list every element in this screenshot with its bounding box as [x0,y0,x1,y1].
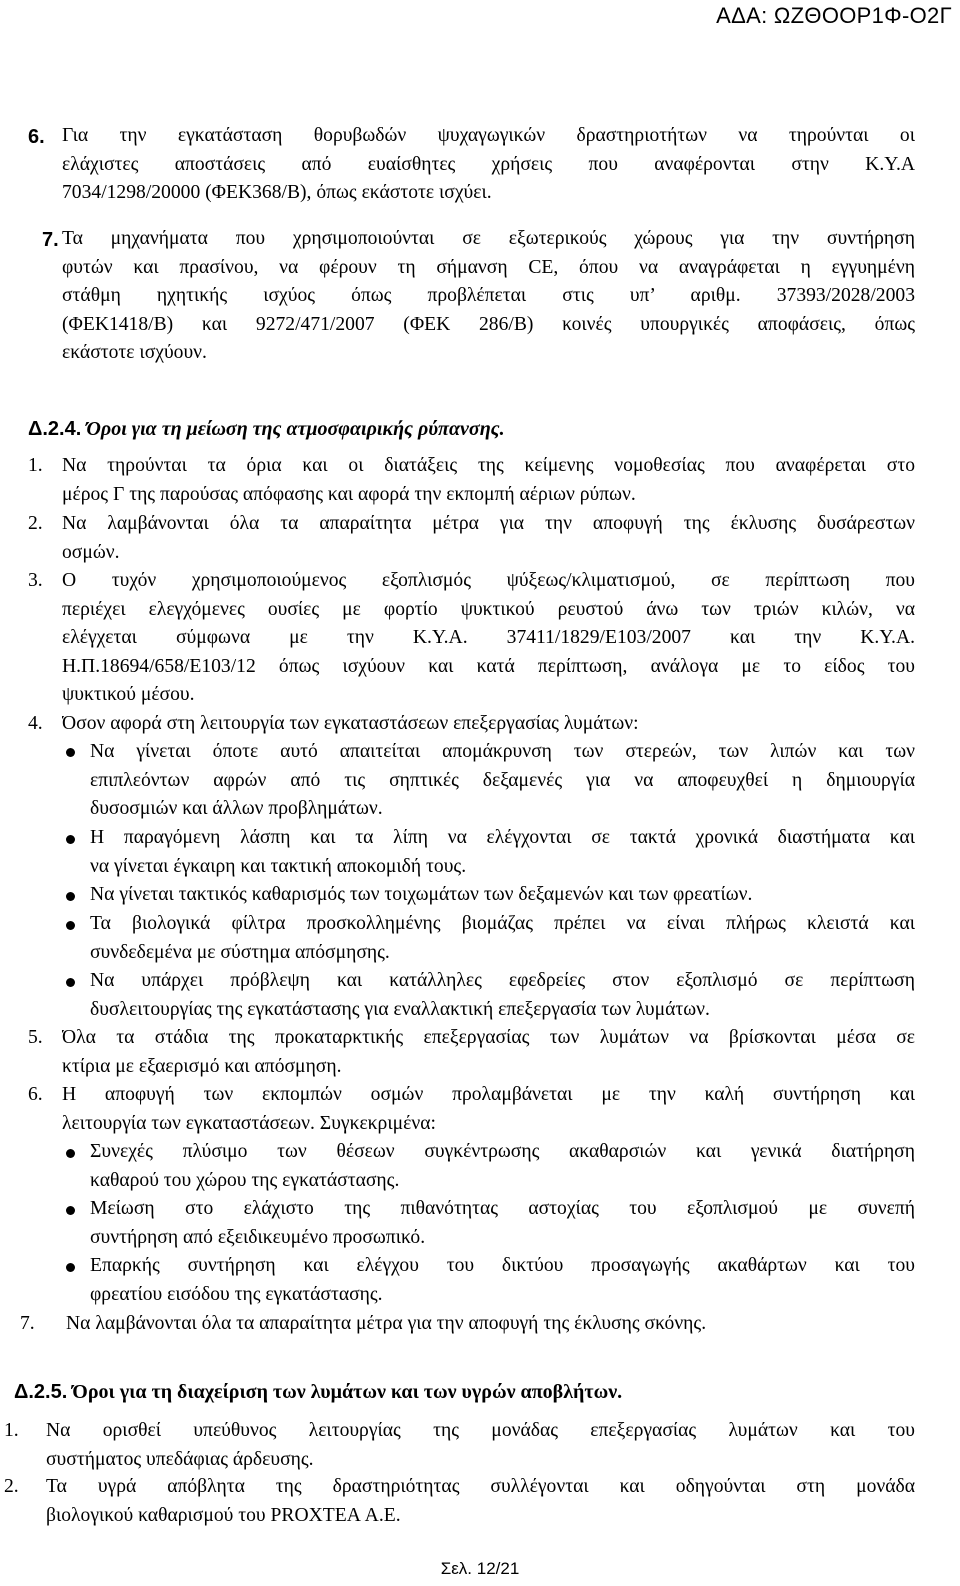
text-line: συνδεδεμένα με σύστημα απόσμησης. [90,941,390,963]
text-line: περιέχει ελεγχόμενες ουσίες με φορτίο ψυκτικού ρευστού άνω των τριών κιλών, να [62,598,915,620]
bullet-item [90,910,915,967]
text-line: μέρος Γ της παρούσας απόφασης και αφορά την εκπομπή αέριων ρύπων. [62,483,636,505]
text-line: Να γίνεται όποτε αυτό απαιτείται απομάκρυνση των στερεών, των λιπών και των [90,741,915,762]
bullet-item [90,967,915,1024]
item-number: 6. [28,1084,43,1105]
text-line: κτίρια με εξαερισμό και απόσμηση. [62,1055,342,1077]
item-number: 2. [4,1476,19,1497]
paragraph-d25-2 [46,1473,915,1530]
item-number: 4. [28,713,43,734]
paragraph-d24-1 [62,452,915,509]
text-line: φρεατίου εισόδου της εγκατάστασης. [90,1283,383,1305]
bullet-icon [66,835,75,844]
text-line: Συνεχές πλύσιμο των θέσεων συγκέντρωσης ακαθαρσιών και γενικά διατήρηση [90,1141,915,1162]
text-line: Ο τυχόν χρησιμοποιούμενος εξοπλισμός ψύξεως/κλιματισμού, σε περίπτωση που [62,570,915,591]
bullet-item [90,1195,915,1252]
text-line: Η.Π.18694/658/Ε103/12 όπως ισχύουν και κατά περίπτωση, ανάλογα με το είδος του [62,655,915,677]
paragraph-d24-5 [62,1024,915,1081]
bullet-icon [66,892,75,901]
text-line: Τα μηχανήματα που χρησιμοποιούνται σε εξωτερικούς χώρους για την συντήρηση [62,228,915,249]
text-line: δυσοσμιών και άλλων προβλημάτων. [90,798,383,819]
text-line: δυσλειτουργίας της εγκατάστασης για εναλλακτική επεξεργασία των λυμάτων. [90,998,710,1020]
section-title: Όροι για τη μείωση της ατμοσφαιρικής ρύπανσης. [86,418,505,440]
text-line: 7034/1298/20000 (ΦΕΚ368/Β), όπως εκάστοτε ισχύει. [62,182,492,203]
text-line: Να λαμβάνονται όλα τα απαραίτητα μέτρα για την αποφυγή της έκλυσης σκόνης. [66,1313,707,1334]
section-heading-d25 [14,1378,622,1406]
text-line: ελάχιστες αποστάσεις από ευαίσθητες χρήσεις που αναφέρονται στην Κ.Υ.Α [62,153,915,175]
item-number: 1. [28,455,43,476]
ada-code: ΑΔΑ: ΩΖΘΟΟΡ1Φ-Ο2Γ [716,3,952,28]
paragraph-item-7 [62,225,915,368]
item-number: 1. [4,1420,19,1441]
text-line: Η παραγόμενη λάσπη και τα λίπη να ελέγχονται σε τακτά χρονικά διαστήματα και [90,827,915,848]
item-number: 2. [28,513,43,534]
text-line: επιπλεόντων αφρών από τις σηπτικές δεξαμενές για να αποφευχθεί η δημιουργία [90,769,915,791]
text-line: Τα βιολογικά φίλτρα προσκολλημένης βιομάζας πρέπει να είναι πλήρως κλειστά και [90,913,915,934]
text-line: ψυκτικού μέσου. [62,684,195,705]
text-line: συντήρηση από εξειδικευμένο προσωπικό. [90,1226,426,1248]
text-line: συστήματος υπεδάφιας άρδευσης. [46,1448,314,1470]
item-number: 3. [28,570,43,591]
text-line: φυτών και πρασίνου, να φέρουν τη σήμανση CE, όπου να αναγράφεται η εγγυημένη [62,256,915,278]
text-line: Να λαμβάνονται όλα τα απαραίτητα μέτρα για την αποφυγή της έκλυσης δυσάρεστων [62,513,915,534]
bullet-item [90,1138,915,1195]
bullet-item [90,824,915,881]
bullet-icon [66,978,75,987]
bullet-icon [66,921,75,930]
text-line: Να υπάρχει πρόβλεψη και κατάλληλες εφεδρείες στον εξοπλισμό σε περίπτωση [90,970,915,991]
text-line: Τα υγρά απόβλητα της δραστηριότητας συλλέγονται και οδηγούνται στη μονάδα [46,1476,915,1497]
paragraph-d24-4 [62,710,915,739]
text-line: στάθμη ηχητικής ισχύος όπως προβλέπεται στις υπ’ αριθμ. 37393/2028/2003 [62,285,915,306]
text-line: εκάστοτε ισχύουν. [62,342,207,363]
section-heading-d24 [28,415,505,443]
text-line: Όσον αφορά στη λειτουργία των εγκαταστάσεων επεξεργασίας λυμάτων: [62,713,639,734]
text-line: Να ορισθεί υπεύθυνος λειτουργίας της μονάδας επεξεργασίας λυμάτων και του [46,1420,915,1441]
text-line: Να τηρούνται τα όρια και οι διατάξεις της κείμενης νομοθεσίας που αναφέρεται στο [62,455,915,476]
item-number: 7. [42,229,59,251]
text-line: Για την εγκατάσταση θορυβωδών ψυχαγωγικών δραστηριοτήτων να τηρούνται οι [62,125,915,146]
bullet-icon [66,1149,75,1158]
section-number: Δ.2.4. [28,418,82,440]
text-line: (ΦΕΚ1418/Β) και 9272/471/2007 (ΦΕΚ 286/Β) κοινές υπουργικές αποφάσεις, όπως [62,313,915,335]
paragraph-d24-2 [62,510,915,567]
text-line: Η αποφυγή των εκπομπών οσμών προλαμβάνεται με την καλή συντήρηση και [62,1084,915,1105]
paragraph-d24-6 [62,1081,915,1138]
paragraph-item-6 [62,122,915,208]
bullet-item [90,738,915,824]
bullet-icon [66,1263,75,1272]
section-title: Όροι για τη διαχείριση των λυμάτων και των υγρών αποβλήτων. [72,1381,623,1403]
bullet-item [90,881,915,910]
item-number: 7. [20,1313,35,1334]
paragraph-d25-1 [46,1417,915,1474]
text-line: οσμών. [62,541,120,563]
text-line: ελέγχεται σύμφωνα με την Κ.Υ.Α. 37411/1829/Ε103/2007 και την Κ.Υ.Α. [62,627,915,648]
item-number: 6. [28,126,45,148]
bullet-icon [66,748,75,757]
bullet-item [90,1252,915,1309]
text-line: καθαρού του χώρου της εγκατάστασης. [90,1169,400,1191]
text-line: Όλα τα στάδια της προκαταρκτικής επεξεργασίας των λυμάτων να βρίσκονται μέσα σε [62,1027,915,1048]
text-line: Να γίνεται τακτικός καθαρισμός των τοιχωμάτων των δεξαμενών και των φρεατίων. [90,884,753,905]
text-line: Μείωση στο ελάχιστο της πιθανότητας αστοχίας του εξοπλισμού με συνεπή [90,1198,915,1219]
bullet-icon [66,1206,75,1215]
text-line: Επαρκής συντήρηση και ελέγχου του δικτύου προσαγωγής ακαθάρτων και του [90,1255,915,1276]
section-number: Δ.2.5. [14,1381,68,1403]
text-line: να γίνεται έγκαιρη και τακτική αποκομιδή τους. [90,855,467,877]
paragraph-d24-3 [62,567,915,710]
text-line: βιολογικού καθαρισμού του PROXTEA Α.Ε. [46,1504,401,1526]
paragraph-d24-7 [66,1310,919,1339]
item-number: 5. [28,1027,43,1048]
text-line: λειτουργία των εγκαταστάσεων. Συγκεκριμένα: [62,1112,436,1134]
page-number: Σελ. 12/21 [440,1559,520,1578]
